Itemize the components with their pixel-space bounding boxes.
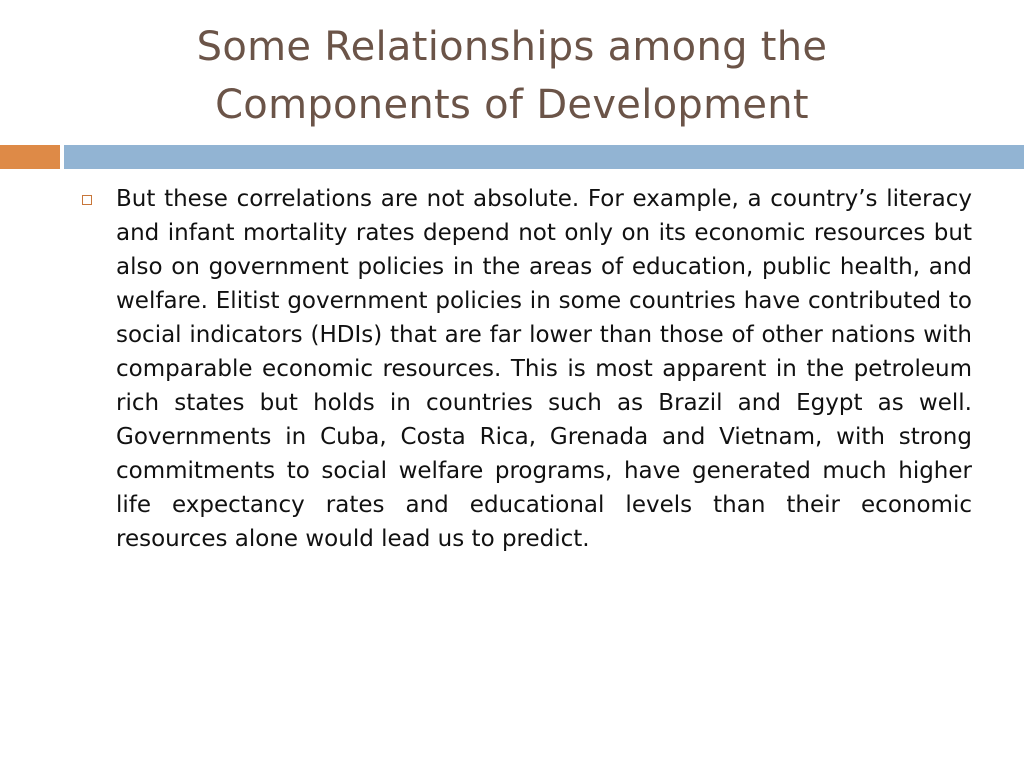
title-rule-accent-orange [0,145,60,169]
square-bullet-icon [82,195,92,205]
slide-title-line-1: Some Relationships among the [196,24,828,70]
title-rule-accent-blue [64,145,1024,169]
bullet-text: But these correlations are not absolute. For example, a country’s literacy and infant mortality rates depend not only on its economic resources but also on government policies in the areas of education, public health, and welfare. Elitist government policies in some countries have contributed to social indicators (HDIs) that are far lower than those of other nations with comparable economic resources. This is most apparent in the petroleum rich states but holds in countries such as Brazil and Egypt as well. Governments in Cuba, Costa Rica, Grenada and Vietnam, with strong commitments to social welfare programs, have generated much higher life expectancy rates and educational levels than their economic resources alone would lead us to predict. [116,186,972,552]
slide-body [79,182,972,556]
slide-title [0,18,1024,134]
bullet-item [79,182,972,556]
slide-title-line-2: Components of Development [215,82,809,128]
